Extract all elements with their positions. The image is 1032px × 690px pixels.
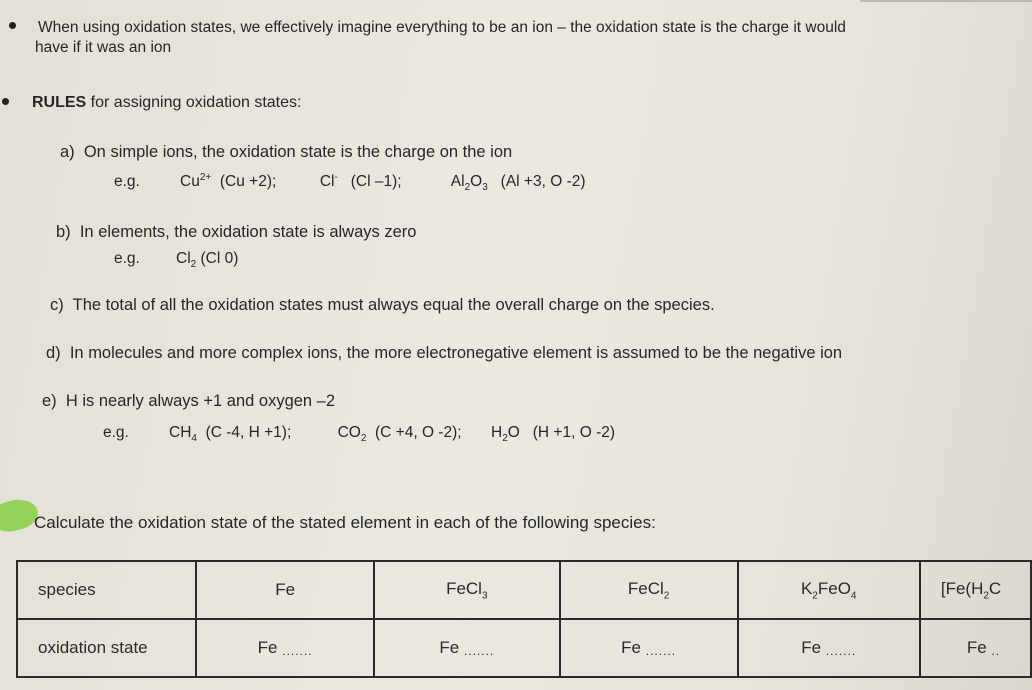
table-row-oxidation-state	[17, 619, 1031, 677]
eg-label: e.g.	[114, 250, 140, 267]
species-fecl2: FeCl$_2$	[560, 561, 738, 619]
example-cu-value: (Cu +2);	[219, 173, 277, 191]
example-cu-formula: $Cu^{2+}$	[180, 172, 212, 191]
intro-line-2: have if it was an ion	[35, 39, 172, 56]
species-k2feo4: $K_2FeO_4$	[738, 561, 920, 619]
example-ch4-value: (C -4, H +1);	[205, 424, 292, 441]
example-ch4-formula: $CH_4$	[169, 424, 197, 445]
row-header-oxidation-state: oxidation state	[17, 619, 196, 677]
example-co2-value: (C +4, O -2);	[375, 424, 462, 441]
rule-e-text: H is nearly always +1 and oxygen –2	[65, 392, 336, 410]
rules-heading-rest: for assigning oxidation states:	[86, 94, 302, 111]
rule-c-label: c)	[50, 296, 64, 314]
answer-fecl3[interactable]: Fe .......	[374, 619, 560, 677]
rule-d	[46, 344, 842, 363]
rule-a-example	[114, 172, 586, 193]
example-cl2-formula: $Cl_2$	[176, 250, 197, 271]
bullet	[2, 98, 9, 105]
intro-line-1: When using oxidation states, we effectively imagine everything to be an ion – the oxidation state is the charge it would	[38, 19, 846, 36]
example-cl2-value: (Cl 0)	[200, 250, 239, 267]
rule-d-label: d)	[46, 344, 61, 362]
answer-fe[interactable]: Fe .......	[196, 619, 374, 677]
rule-b-text: In elements, the oxidation state is always zero	[79, 223, 417, 241]
example-cl-value: (Cl –1);	[350, 173, 402, 191]
rule-e-example	[103, 424, 615, 444]
rule-b-label: b)	[56, 223, 71, 241]
eg-label: e.g.	[114, 173, 140, 191]
rule-d-text: In molecules and more complex ions, the more electronegative element is assumed to be the negative ion	[69, 344, 843, 362]
example-h2o-formula: $H_2O$	[491, 424, 520, 445]
eg-label: e.g.	[103, 424, 129, 441]
answer-fecl2[interactable]: Fe .......	[560, 619, 738, 677]
rules-heading-bold: RULES	[32, 94, 87, 111]
answer-k2feo4[interactable]: Fe .......	[738, 619, 920, 677]
example-h2o-value: (H +1, O -2)	[532, 424, 616, 441]
rule-c	[50, 296, 715, 315]
example-al2o3-formula: $Al_2O_3$	[450, 173, 488, 194]
table-row-species	[17, 561, 1031, 619]
rule-b	[56, 223, 416, 242]
answer-fe-h2o-complex[interactable]: Fe ..	[920, 619, 1031, 677]
rule-c-text: The total of all the oxidation states must always equal the overall charge on the species.	[72, 296, 715, 314]
row-header-species: species	[17, 561, 196, 619]
rule-e-label: e)	[42, 392, 57, 410]
rule-a	[60, 143, 512, 162]
rules-heading	[32, 94, 301, 112]
example-co2-formula: $CO_2$	[337, 424, 367, 445]
example-al2o3-value: (Al +3, O -2)	[500, 173, 586, 191]
bullet	[9, 22, 16, 29]
species-fecl3: FeCl$_3$	[374, 561, 560, 619]
oxidation-state-table	[16, 560, 1032, 678]
rule-b-example	[114, 250, 238, 270]
species-fe: Fe	[196, 561, 374, 619]
rule-e	[42, 392, 335, 411]
rule-a-label: a)	[60, 143, 75, 161]
example-cl-formula: Cl-	[319, 172, 338, 191]
page-edge-line	[860, 0, 1032, 2]
rule-a-text: On simple ions, the oxidation state is the charge on the ion	[83, 143, 513, 161]
species-fe-h2o-complex: [$Fe(H_2C$	[920, 561, 1031, 619]
calculate-instruction: Calculate the oxidation state of the stated element in each of the following species:	[34, 513, 656, 532]
